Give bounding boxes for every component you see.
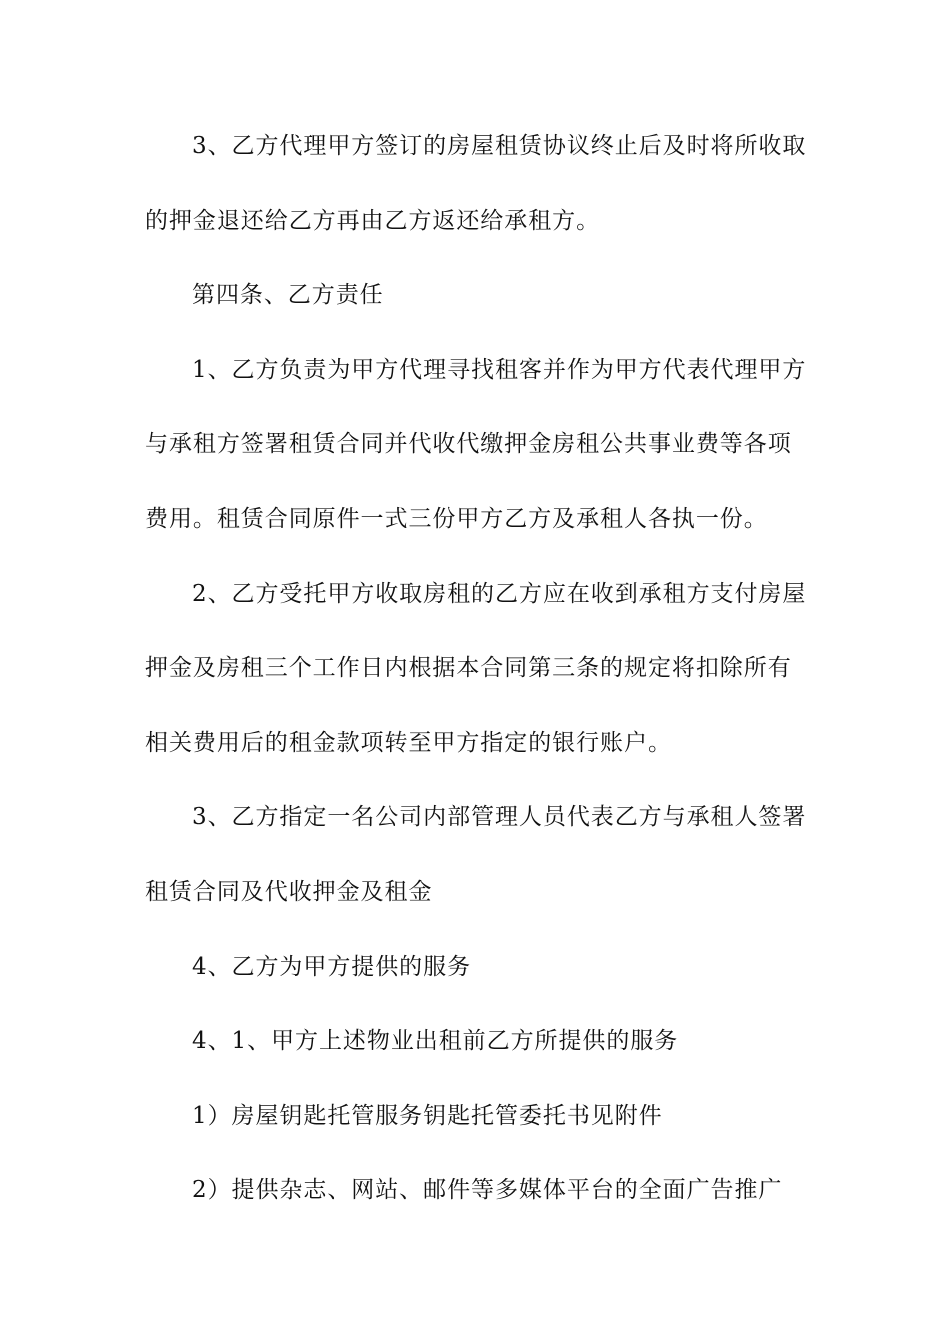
paragraph-line: 3、乙方指定一名公司内部管理人员代表乙方与承租人签署	[192, 804, 807, 831]
paragraph-line: 与承租方签署租赁合同并代收代缴押金房租公共事业费等各项	[145, 431, 792, 458]
document-body	[145, 128, 810, 1247]
paragraph-line: 的押金退还给乙方再由乙方返还给承租方。	[145, 207, 601, 234]
paragraph-line: 4、乙方为甲方提供的服务	[192, 953, 472, 980]
paragraph-line: 相关费用后的租金款项转至甲方指定的银行账户。	[145, 729, 672, 756]
section-heading: 第四条、乙方责任	[192, 282, 384, 309]
paragraph-line: 3、乙方代理甲方签订的房屋租赁协议终止后及时将所收取	[192, 133, 807, 159]
list-item: 2）提供杂志、网站、邮件等多媒体平台的全面广告推广	[192, 1177, 783, 1204]
paragraph-line: 2、乙方受托甲方收取房租的乙方应在收到承租方支付房屋	[192, 580, 807, 607]
paragraph-line: 押金及房租三个工作日内根据本合同第三条的规定将扣除所有	[145, 655, 792, 682]
paragraph-line: 租赁合同及代收押金及租金	[145, 878, 433, 905]
paragraph-line: 4、1、甲方上述物业出租前乙方所提供的服务	[192, 1028, 679, 1055]
paragraph-line: 1、乙方负责为甲方代理寻找租客并作为甲方代表代理甲方	[192, 356, 807, 383]
paragraph-line: 费用。租赁合同原件一式三份甲方乙方及承租人各执一份。	[145, 505, 768, 532]
list-item: 1）房屋钥匙托管服务钥匙托管委托书见附件	[192, 1102, 663, 1129]
